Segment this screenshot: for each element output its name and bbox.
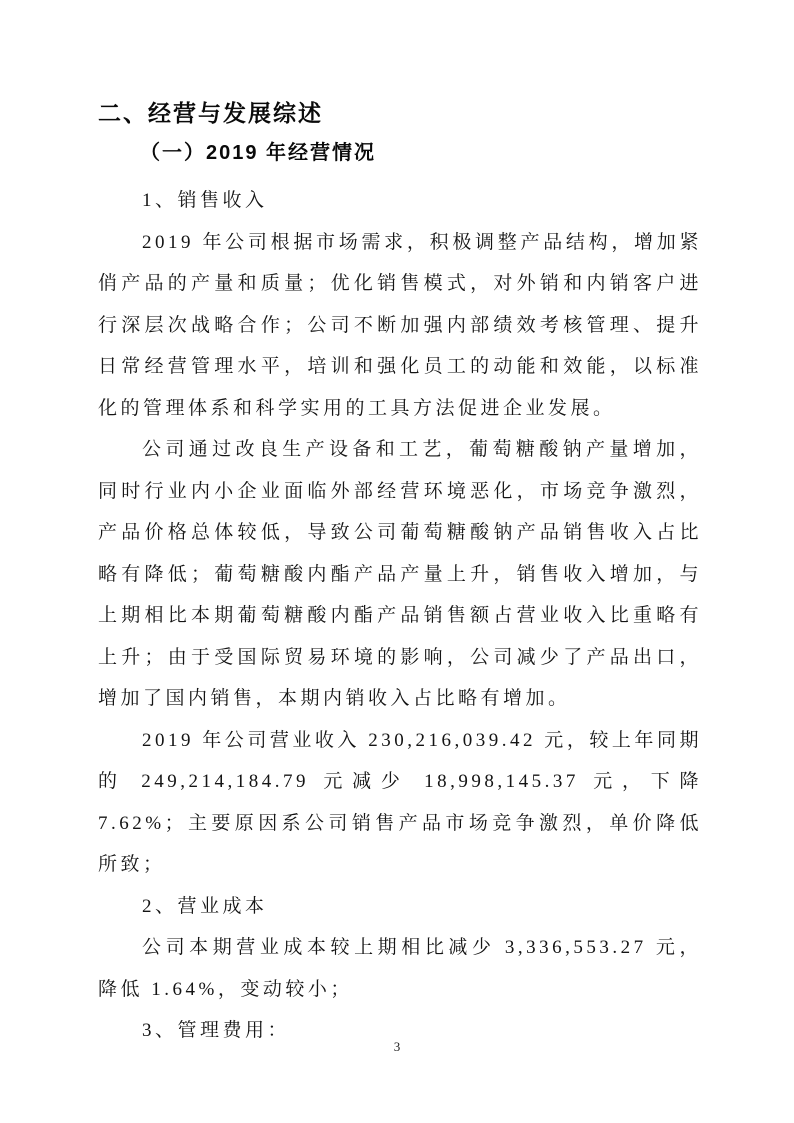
list-item-sales-revenue: 1、销售收入 [142,190,268,211]
document-content [98,96,702,1052]
paragraph-market-strategy: 2019 年公司根据市场需求，积极调整产品结构，增加紧俏产品的产量和质量；优化销售模式，对外销和内销客户进行深层次战略合作；公司不断加强内部绩效考核管理、提升日常经营管理水平，培训和强化员工的动能和效能，以标准化的管理体系和科学实用的工具方法促进企业发展。 [98,231,702,419]
list-item-operating-cost: 2、营业成本 [142,895,268,917]
paragraph-revenue-figures: 2019 年公司营业收入 230,216,039.42 元，较上年同期的 249,214,184.79 元减少 18,998,145.37 元，下降 7.62%；主要原因系公司销售产品市场竞争激烈，单价降低所致； [98,729,702,875]
paragraph-cost-figures: 公司本期营业成本较上期相比减少 3,336,553.27 元，降低 1.64%，变动较小； [98,937,702,1000]
subsection-heading: （一）2019 年经营情况 [140,142,377,164]
page-number: 3 [393,1039,401,1054]
paragraph-product-mix: 公司通过改良生产设备和工艺，葡萄糖酸钠产量增加，同时行业内小企业面临外部经营环境恶化，市场竞争激烈，产品价格总体较低，导致公司葡萄糖酸钠产品销售收入占比略有降低；葡萄糖酸内酯产品产量上升，销售收入增加，与上期相比本期葡萄糖酸内酯产品销售额占营业收入比重略有上升；由于受国际贸易环境的影响，公司减少了产品出口，增加了国内销售，本期内销收入占比略有增加。 [98,439,702,709]
list-item-admin-expense: 3、管理费用： [142,1020,291,1041]
section-heading: 二、经营与发展综述 [98,100,323,126]
